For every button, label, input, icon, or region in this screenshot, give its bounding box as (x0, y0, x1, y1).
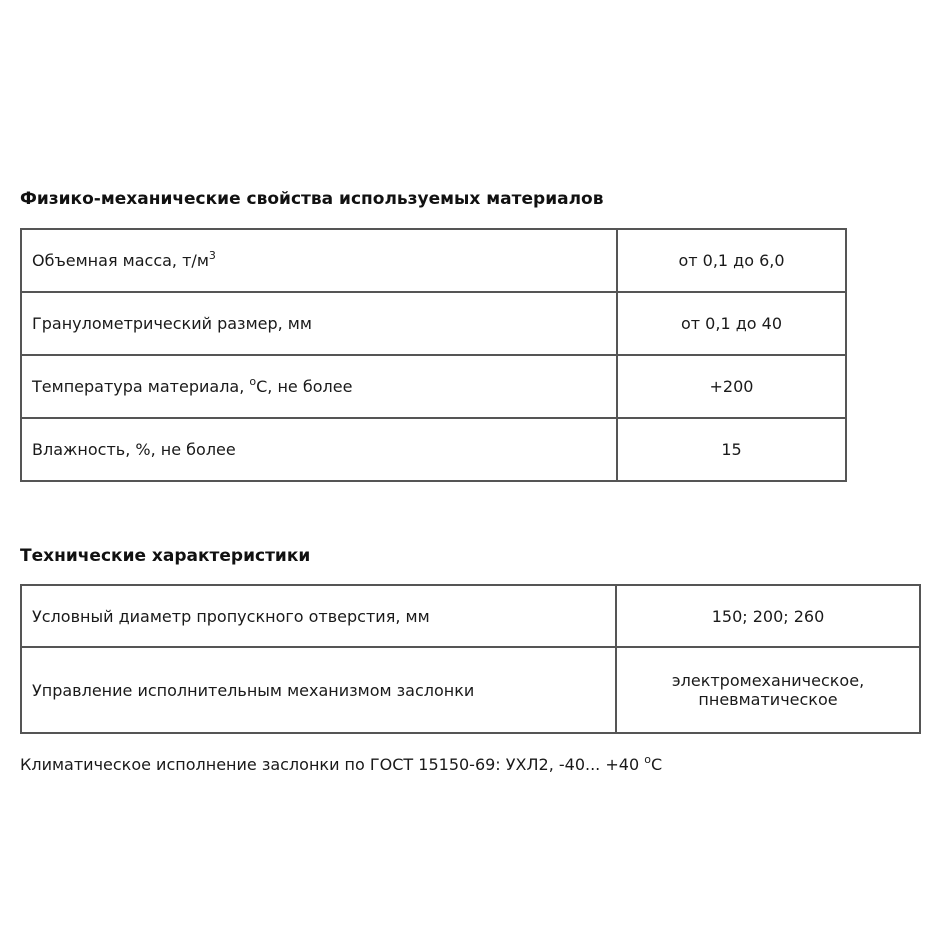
label-text: Гранулометрический размер, мм (32, 314, 312, 333)
value-line: электромеханическое, (671, 671, 865, 690)
label-superscript: 3 (208, 249, 216, 262)
table-row (21, 585, 920, 647)
table-row (21, 229, 846, 292)
note-text-after: С (650, 755, 663, 774)
table-row (21, 647, 920, 733)
label-text: Объемная масса, т/м (32, 251, 209, 270)
section-title-properties: Физико-механические свойства используемых материалов (20, 189, 604, 209)
table-row (21, 292, 846, 355)
value-line: 150; 200; 260 (711, 606, 825, 626)
table-row (21, 418, 846, 481)
note-text: Климатическое исполнение заслонки по ГОСТ 15150-69: УХЛ2, -40... +40 (20, 755, 645, 774)
properties-table (20, 228, 847, 482)
section-title-specs: Технические характеристики (20, 546, 311, 566)
specs-table (20, 584, 921, 734)
row-label: Управление исполнительным механизмом заслонки (21, 647, 616, 733)
climate-note (20, 754, 662, 776)
label-text: Температура материала, (32, 377, 250, 396)
row-label: Условный диаметр пропускного отверстия, мм (21, 585, 616, 647)
row-value: 15 (617, 418, 846, 481)
label-text: Влажность, %, не более (32, 440, 236, 459)
row-label (21, 418, 617, 481)
row-label (21, 355, 617, 418)
table-row (21, 355, 846, 418)
value-line: пневматическое (698, 690, 838, 709)
label-text-after: С, не более (256, 377, 353, 396)
row-value: от 0,1 до 40 (617, 292, 846, 355)
row-value (616, 647, 920, 733)
row-label (21, 292, 617, 355)
row-value: +200 (617, 355, 846, 418)
note-superscript: о (644, 753, 651, 766)
row-value: от 0,1 до 6,0 (617, 229, 846, 292)
row-label (21, 229, 617, 292)
label-superscript: о (249, 375, 257, 388)
row-value (616, 585, 920, 647)
